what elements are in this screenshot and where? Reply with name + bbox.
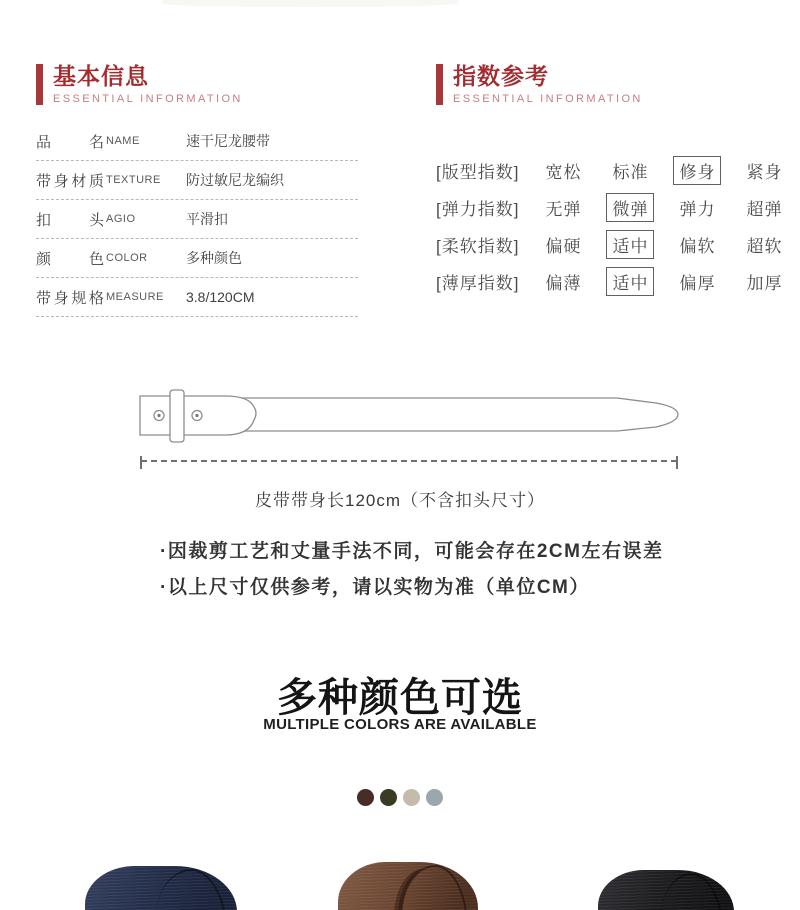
accent-bar <box>436 64 443 105</box>
belt-keeper-loop <box>170 390 184 442</box>
colors-section-title: 多种颜色可选 <box>277 676 523 720</box>
row-sublabel: AGIO <box>106 213 136 225</box>
index-option-selected: 微弹 <box>606 193 654 222</box>
row-label: 扣头 <box>36 211 104 229</box>
index-option: 偏薄 <box>545 274 582 293</box>
table-row <box>36 200 358 239</box>
row-value: 多种颜色 <box>186 250 242 266</box>
belt-photo-black <box>598 870 734 910</box>
index-option: 超弹 <box>746 200 783 219</box>
belt-outline-diagram <box>128 384 688 448</box>
index-reference-header <box>436 64 643 105</box>
index-reference-subtitle: ESSENTIAL INFORMATION <box>453 93 643 105</box>
index-row-label: [薄厚指数] <box>436 274 520 293</box>
index-option: 偏厚 <box>679 274 716 293</box>
index-option: 偏软 <box>679 237 716 256</box>
row-label: 品名 <box>36 133 104 151</box>
note-line: ·以上尺寸仅供参考，请以实物为准（单位CM） <box>160 577 590 598</box>
color-swatch-row <box>0 789 800 806</box>
measure-label: 皮带带身长120cm（不含扣头尺寸） <box>254 491 546 510</box>
row-sublabel: TEXTURE <box>106 174 161 186</box>
belt-photo-brown <box>338 862 478 910</box>
color-swatch-beige <box>403 789 420 806</box>
colors-section-subtitle: MULTIPLE COLORS ARE AVAILABLE <box>263 716 537 733</box>
index-row-fit <box>436 152 783 189</box>
row-sublabel: NAME <box>106 135 140 147</box>
index-row-label: [柔软指数] <box>436 237 520 256</box>
index-option: 弹力 <box>679 200 716 219</box>
index-option-selected: 适中 <box>606 267 654 296</box>
measure-tick-left <box>140 456 142 469</box>
index-option: 宽松 <box>545 163 582 182</box>
index-option: 标准 <box>612 163 649 182</box>
belt-photo-navy <box>85 866 237 910</box>
belt-rivet-dot <box>157 414 160 417</box>
basic-info-header <box>36 64 243 105</box>
index-option: 偏硬 <box>545 237 582 256</box>
size-notes <box>160 534 663 606</box>
row-label: 带身材质 <box>36 172 104 190</box>
index-row-thickness <box>436 263 783 300</box>
index-row-elasticity <box>436 189 783 226</box>
table-row <box>36 278 358 317</box>
index-reference-table <box>436 152 783 300</box>
row-sublabel: MEASURE <box>106 291 164 303</box>
index-option-selected: 修身 <box>673 156 721 185</box>
row-value: 平滑扣 <box>186 211 228 227</box>
index-reference-title: 指数参考 <box>453 63 549 89</box>
measure-dash <box>141 460 677 462</box>
index-row-label: [弹力指数] <box>436 200 520 219</box>
basic-info-subtitle: ESSENTIAL INFORMATION <box>53 93 243 105</box>
index-option: 无弹 <box>545 200 582 219</box>
index-option: 紧身 <box>746 163 783 182</box>
table-row <box>36 122 358 161</box>
measurement-line <box>140 456 678 469</box>
index-option: 加厚 <box>746 274 783 293</box>
color-swatch-dark-brown <box>357 789 374 806</box>
basic-info-table <box>36 122 358 317</box>
table-row <box>36 161 358 200</box>
index-row-softness <box>436 226 783 263</box>
row-value: 速干尼龙腰带 <box>186 133 270 149</box>
color-swatch-dark-olive <box>380 789 397 806</box>
basic-info-title: 基本信息 <box>53 63 149 89</box>
measure-tick-right <box>676 456 678 469</box>
index-option: 超软 <box>746 237 783 256</box>
top-image-remnant <box>162 0 458 7</box>
belt-rivet-dot <box>195 414 198 417</box>
row-sublabel: COLOR <box>106 252 148 264</box>
index-option-selected: 适中 <box>606 230 654 259</box>
row-label: 颜色 <box>36 250 104 268</box>
index-row-label: [版型指数] <box>436 163 520 182</box>
accent-bar <box>36 64 43 105</box>
row-value: 3.8/120CM <box>186 289 255 305</box>
color-swatch-gray-blue <box>426 789 443 806</box>
table-row <box>36 239 358 278</box>
belt-strap-outline <box>205 398 678 431</box>
row-value: 防过敏尼龙编织 <box>186 172 284 188</box>
note-line: ·因裁剪工艺和丈量手法不同，可能会存在2CM左右误差 <box>160 541 664 562</box>
row-label: 带身规格 <box>36 289 104 307</box>
